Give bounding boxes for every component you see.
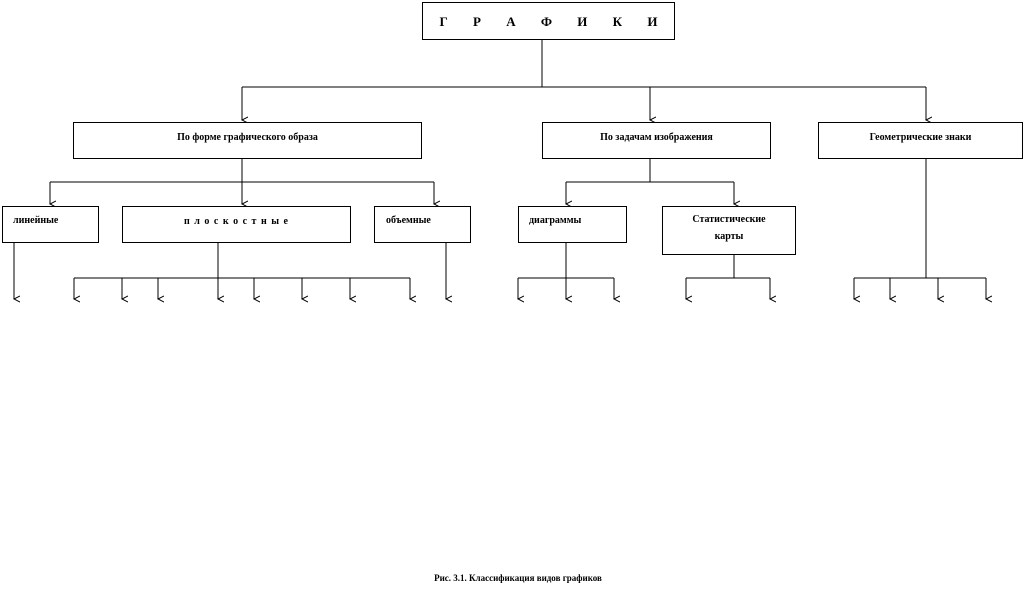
category-form-node: [73, 122, 422, 159]
root-node: [422, 2, 675, 40]
category-geometric-label: Геометрические знаки: [869, 132, 972, 143]
category-form-label: По форме графического образа: [177, 132, 318, 143]
figure-caption: Рис. 3.1. Классификация видов графиков: [434, 573, 602, 583]
category-tasks-node: [542, 122, 771, 159]
linear-node: [2, 206, 99, 243]
root-label: Г Р А Ф И К И: [439, 13, 669, 29]
stat-maps-label-line2: карты: [714, 231, 744, 242]
planar-node: [122, 206, 351, 243]
diagrams-node: [518, 206, 627, 243]
category-geometric-node: [818, 122, 1023, 159]
volumetric-node: [374, 206, 471, 243]
planar-label: п л о с к о с т н ы е: [184, 216, 289, 227]
linear-label: линейные: [13, 215, 59, 226]
diagrams-label: диаграммы: [529, 215, 582, 226]
category-tasks-label: По задачам изображения: [600, 132, 713, 143]
stat-maps-label-line1: Статистические: [692, 214, 766, 225]
stat-maps-node: [662, 206, 796, 255]
volumetric-label: объемные: [386, 215, 431, 226]
